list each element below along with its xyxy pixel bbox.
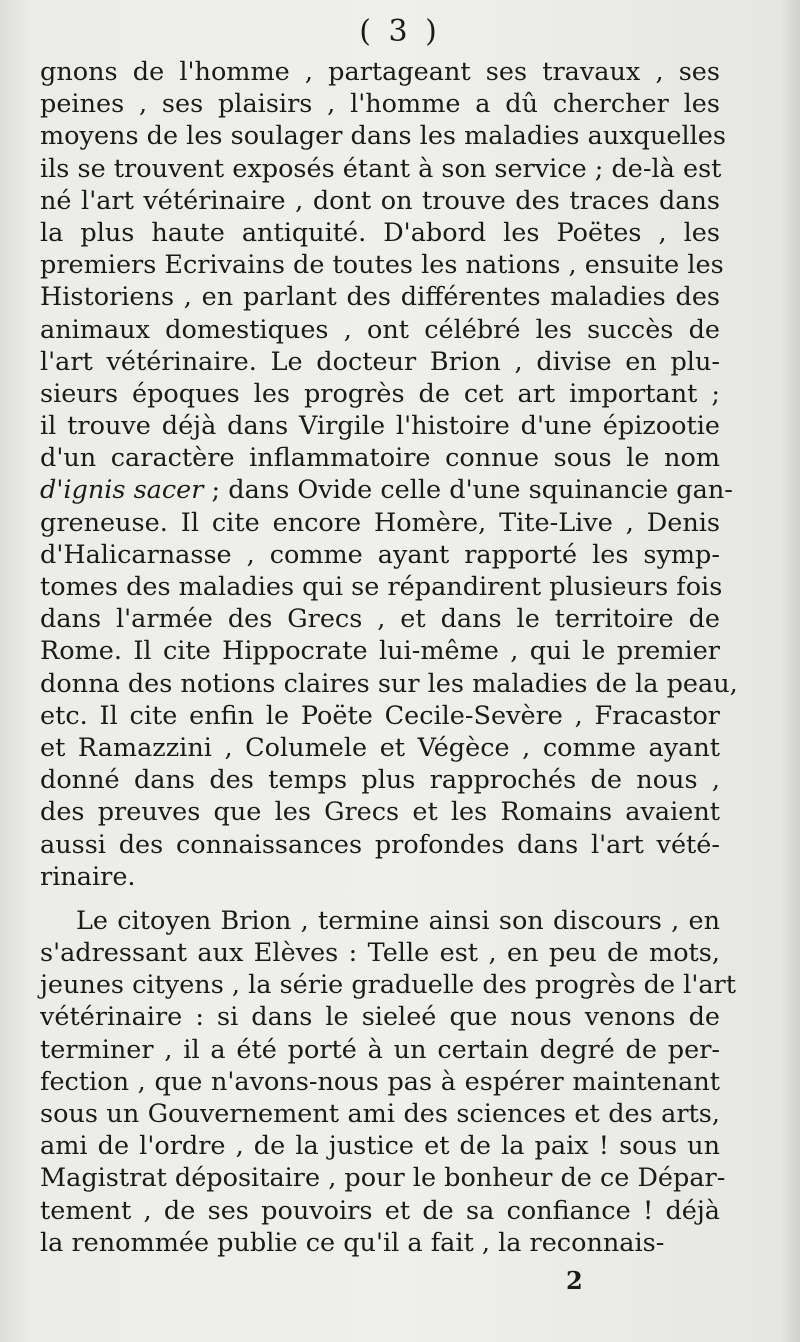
text-line: Rome. Il cite Hippocrate lui-même , qui le premier	[40, 636, 720, 667]
text-line: Le citoyen Brion , termine ainsi son discours , en	[76, 905, 720, 936]
text-line: Historiens , en parlant des différentes maladies des	[40, 282, 720, 313]
text-line: jeunes cityens , la série graduelle des progrès de l'art	[40, 970, 736, 1001]
text-line: sieurs époques les progrès de cet art important ;	[40, 378, 720, 409]
text-line: dans l'armée des Grecs , et dans le territoire de	[40, 604, 720, 635]
text-line: donné dans des temps plus rapprochés de nous ,	[40, 765, 720, 796]
text-line: la plus haute antiquité. D'abord les Poëtes , les	[40, 217, 720, 248]
text-line: greneuse. Il cite encore Homère, Tite-Live , Denis	[40, 507, 720, 538]
text-line: tomes des maladies qui se répandirent plusieurs fois	[40, 572, 723, 602]
paragraph-2	[40, 905, 736, 1259]
text-line: peines , ses plaisirs , l'homme a dû chercher les	[40, 89, 720, 120]
text-line: sous un Gouvernement ami des sciences et des arts,	[40, 1099, 720, 1129]
latin-phrase: d'ignis sacer	[40, 475, 204, 506]
text-line: des preuves que les Grecs et les Romains avaient	[40, 797, 720, 828]
text-line: animaux domestiques , ont célébré les succès de	[40, 314, 720, 345]
page-number: ( 3 )	[359, 14, 441, 49]
text-line: et Ramazzini , Columele et Végèce , comme ayant	[40, 732, 720, 763]
body-text	[40, 56, 738, 1259]
text-line: né l'art vétérinaire , dont on trouve des traces dans	[40, 185, 720, 216]
text-line: terminer , il a été porté à un certain degré de per-	[40, 1034, 720, 1065]
text-line: donna des notions claires sur les maladies de la peau,	[40, 668, 738, 699]
text-line: ils se trouvent exposés étant à son service ; de-là est	[40, 153, 722, 184]
text-line: etc. Il cite enfin le Poëte Cecile-Sevère , Fracastor	[40, 700, 720, 731]
text-line: vétérinaire : si dans le sieleé que nous venons de	[40, 1002, 720, 1033]
text-line: moyens de les soulager dans les maladies auxquelles	[40, 121, 726, 152]
text-line: il trouve déjà dans Virgile l'histoire d'une épizootie	[40, 411, 720, 442]
text-line: l'art vétérinaire. Le docteur Brion , divise en plu-	[40, 346, 720, 377]
text-line: d'ignis sacer ; dans Ovide celle d'une squinancie gan-	[40, 475, 733, 506]
text-line: premiers Ecrivains de toutes les nations , ensuite les	[40, 250, 724, 281]
paragraph-gap	[40, 893, 720, 905]
text-line: fection , que n'avons-nous pas à espérer maintenant	[40, 1066, 720, 1097]
text-line: ami de l'ordre , de la justice et de la paix ! sous un	[40, 1131, 720, 1162]
text-line: tement , de ses pouvoirs et de sa confiance ! déjà	[40, 1195, 720, 1226]
text-line: Magistrat dépositaire , pour le bonheur de ce Dépar-	[40, 1163, 726, 1194]
paragraph-1	[40, 56, 738, 893]
text-line: s'adressant aux Elèves : Telle est , en peu de mots,	[40, 938, 720, 969]
text-line: gnons de l'homme , partageant ses travaux , ses	[40, 57, 720, 87]
signature-mark: 2	[566, 1266, 583, 1295]
text-line: d'un caractère inflammatoire connue sous le nom	[40, 443, 720, 474]
text-line: la renommée publie ce qu'il a fait , la reconnais-	[40, 1227, 665, 1258]
text-line: aussi des connaissances profondes dans l'art vété-	[40, 829, 720, 860]
text-line: d'Halicarnasse , comme ayant rapporté les symp-	[40, 539, 720, 570]
text-line: rinaire.	[40, 861, 136, 892]
